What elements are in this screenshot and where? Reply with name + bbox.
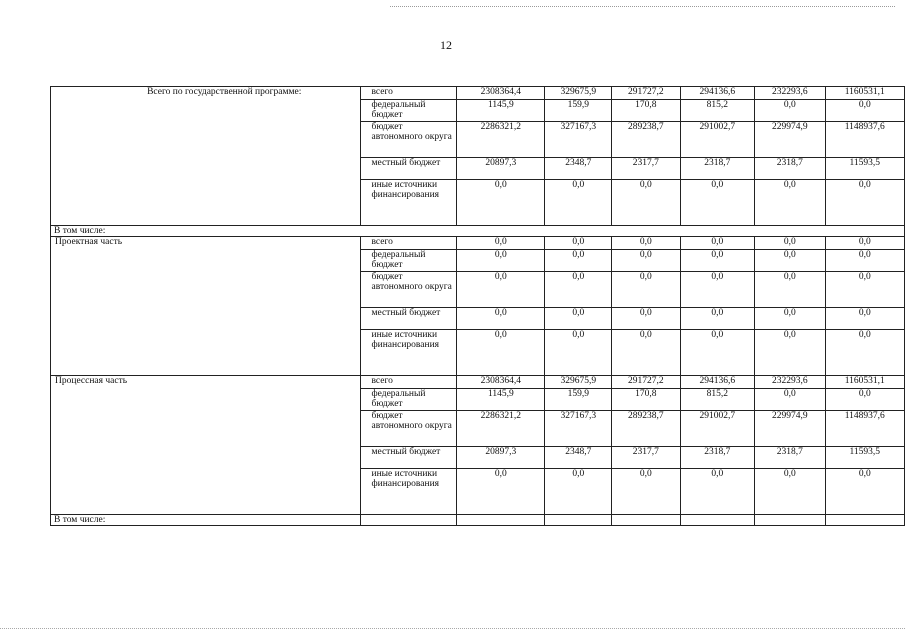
- value-cell: 0,0: [680, 308, 754, 330]
- value-cell: 2318,7: [755, 447, 826, 469]
- value-cell: 0,0: [612, 250, 681, 272]
- value-cell: 2318,7: [680, 447, 754, 469]
- funding-source-label: всего: [361, 237, 457, 250]
- value-cell: 0,0: [755, 100, 826, 122]
- empty-cell: [545, 515, 612, 526]
- value-cell: 0,0: [457, 250, 545, 272]
- value-cell: 329675,9: [545, 376, 612, 389]
- value-cell: 0,0: [545, 237, 612, 250]
- page-number: 12: [440, 38, 452, 52]
- scan-artifact-bottom: [0, 628, 905, 629]
- value-cell: 170,8: [612, 389, 681, 411]
- value-cell: 0,0: [612, 237, 681, 250]
- table-row: [51, 515, 905, 526]
- value-cell: 20897,3: [457, 158, 545, 180]
- value-cell: 0,0: [825, 330, 905, 376]
- empty-cell: [612, 515, 681, 526]
- value-cell: 11593,5: [825, 447, 905, 469]
- value-cell: 20897,3: [457, 447, 545, 469]
- funding-source-label: иные источники финансирования: [361, 469, 457, 515]
- value-cell: 327167,3: [545, 122, 612, 158]
- value-cell: 0,0: [680, 330, 754, 376]
- value-cell: 0,0: [755, 180, 826, 226]
- empty-cell: [825, 515, 905, 526]
- value-cell: 159,9: [545, 389, 612, 411]
- value-cell: 0,0: [457, 308, 545, 330]
- value-cell: 0,0: [457, 330, 545, 376]
- value-cell: 329675,9: [545, 87, 612, 100]
- value-cell: 327167,3: [545, 411, 612, 447]
- value-cell: 0,0: [755, 272, 826, 308]
- value-cell: 815,2: [680, 389, 754, 411]
- value-cell: 0,0: [755, 308, 826, 330]
- value-cell: 0,0: [545, 308, 612, 330]
- funding-source-label: бюджет автономного округа: [361, 272, 457, 308]
- value-cell: 232293,6: [755, 87, 826, 100]
- section-title: Процессная часть: [51, 376, 361, 515]
- empty-cell: [457, 515, 545, 526]
- value-cell: 294136,6: [680, 87, 754, 100]
- value-cell: 2317,7: [612, 447, 681, 469]
- value-cell: 291002,7: [680, 122, 754, 158]
- value-cell: 0,0: [755, 389, 826, 411]
- funding-source-label: местный бюджет: [361, 158, 457, 180]
- value-cell: 0,0: [825, 272, 905, 308]
- value-cell: 0,0: [545, 180, 612, 226]
- table-row: [51, 226, 905, 237]
- value-cell: 2317,7: [612, 158, 681, 180]
- value-cell: 0,0: [612, 469, 681, 515]
- funding-source-label: всего: [361, 376, 457, 389]
- funding-source-label: федеральный бюджет: [361, 250, 457, 272]
- value-cell: 0,0: [825, 308, 905, 330]
- value-cell: 0,0: [457, 469, 545, 515]
- value-cell: 291002,7: [680, 411, 754, 447]
- value-cell: 0,0: [612, 330, 681, 376]
- value-cell: 0,0: [755, 469, 826, 515]
- empty-cell: [680, 515, 754, 526]
- value-cell: 0,0: [680, 237, 754, 250]
- value-cell: 291727,2: [612, 376, 681, 389]
- value-cell: 229974,9: [755, 122, 826, 158]
- funding-source-label: бюджет автономного округа: [361, 411, 457, 447]
- value-cell: 0,0: [612, 308, 681, 330]
- value-cell: 1148937,6: [825, 122, 905, 158]
- value-cell: 0,0: [755, 330, 826, 376]
- value-cell: 11593,5: [825, 158, 905, 180]
- funding-source-label: федеральный бюджет: [361, 100, 457, 122]
- value-cell: 232293,6: [755, 376, 826, 389]
- value-cell: 2308364,4: [457, 87, 545, 100]
- value-cell: 0,0: [825, 237, 905, 250]
- value-cell: 0,0: [680, 180, 754, 226]
- value-cell: 1148937,6: [825, 411, 905, 447]
- value-cell: 0,0: [457, 180, 545, 226]
- value-cell: 0,0: [755, 237, 826, 250]
- funding-source-label: иные источники финансирования: [361, 330, 457, 376]
- table-row: [51, 87, 905, 100]
- funding-source-label: местный бюджет: [361, 447, 457, 469]
- value-cell: 0,0: [825, 389, 905, 411]
- value-cell: 2348,7: [545, 158, 612, 180]
- value-cell: 0,0: [457, 237, 545, 250]
- value-cell: 289238,7: [612, 122, 681, 158]
- table-row: [51, 376, 905, 389]
- value-cell: 1145,9: [457, 389, 545, 411]
- value-cell: 170,8: [612, 100, 681, 122]
- budget-table: [50, 86, 905, 526]
- value-cell: 0,0: [545, 250, 612, 272]
- value-cell: 1160531,1: [825, 376, 905, 389]
- value-cell: 2286321,2: [457, 122, 545, 158]
- value-cell: 1160531,1: [825, 87, 905, 100]
- value-cell: 0,0: [825, 250, 905, 272]
- value-cell: 0,0: [612, 180, 681, 226]
- table-row: [51, 237, 905, 250]
- funding-source-label: федеральный бюджет: [361, 389, 457, 411]
- value-cell: 0,0: [825, 180, 905, 226]
- scan-artifact-top: [390, 6, 895, 7]
- value-cell: 229974,9: [755, 411, 826, 447]
- funding-source-label: местный бюджет: [361, 308, 457, 330]
- value-cell: 815,2: [680, 100, 754, 122]
- value-cell: 0,0: [825, 469, 905, 515]
- funding-source-label: всего: [361, 87, 457, 100]
- empty-cell: [755, 515, 826, 526]
- value-cell: 2286321,2: [457, 411, 545, 447]
- value-cell: 0,0: [545, 469, 612, 515]
- value-cell: 291727,2: [612, 87, 681, 100]
- subtotal-caption: В том числе:: [51, 515, 361, 526]
- section-title: Всего по государственной программе:: [51, 87, 361, 226]
- empty-cell: [361, 515, 457, 526]
- value-cell: 159,9: [545, 100, 612, 122]
- section-title: Проектная часть: [51, 237, 361, 376]
- value-cell: 2308364,4: [457, 376, 545, 389]
- value-cell: 289238,7: [612, 411, 681, 447]
- value-cell: 0,0: [755, 250, 826, 272]
- value-cell: 294136,6: [680, 376, 754, 389]
- value-cell: 1145,9: [457, 100, 545, 122]
- value-cell: 2318,7: [755, 158, 826, 180]
- value-cell: 0,0: [680, 250, 754, 272]
- value-cell: 0,0: [545, 330, 612, 376]
- value-cell: 0,0: [457, 272, 545, 308]
- value-cell: 0,0: [680, 469, 754, 515]
- funding-source-label: бюджет автономного округа: [361, 122, 457, 158]
- value-cell: 0,0: [612, 272, 681, 308]
- subtotal-caption: В том числе:: [51, 226, 905, 237]
- value-cell: 2348,7: [545, 447, 612, 469]
- value-cell: 2318,7: [680, 158, 754, 180]
- value-cell: 0,0: [545, 272, 612, 308]
- value-cell: 0,0: [825, 100, 905, 122]
- value-cell: 0,0: [680, 272, 754, 308]
- funding-source-label: иные источники финансирования: [361, 180, 457, 226]
